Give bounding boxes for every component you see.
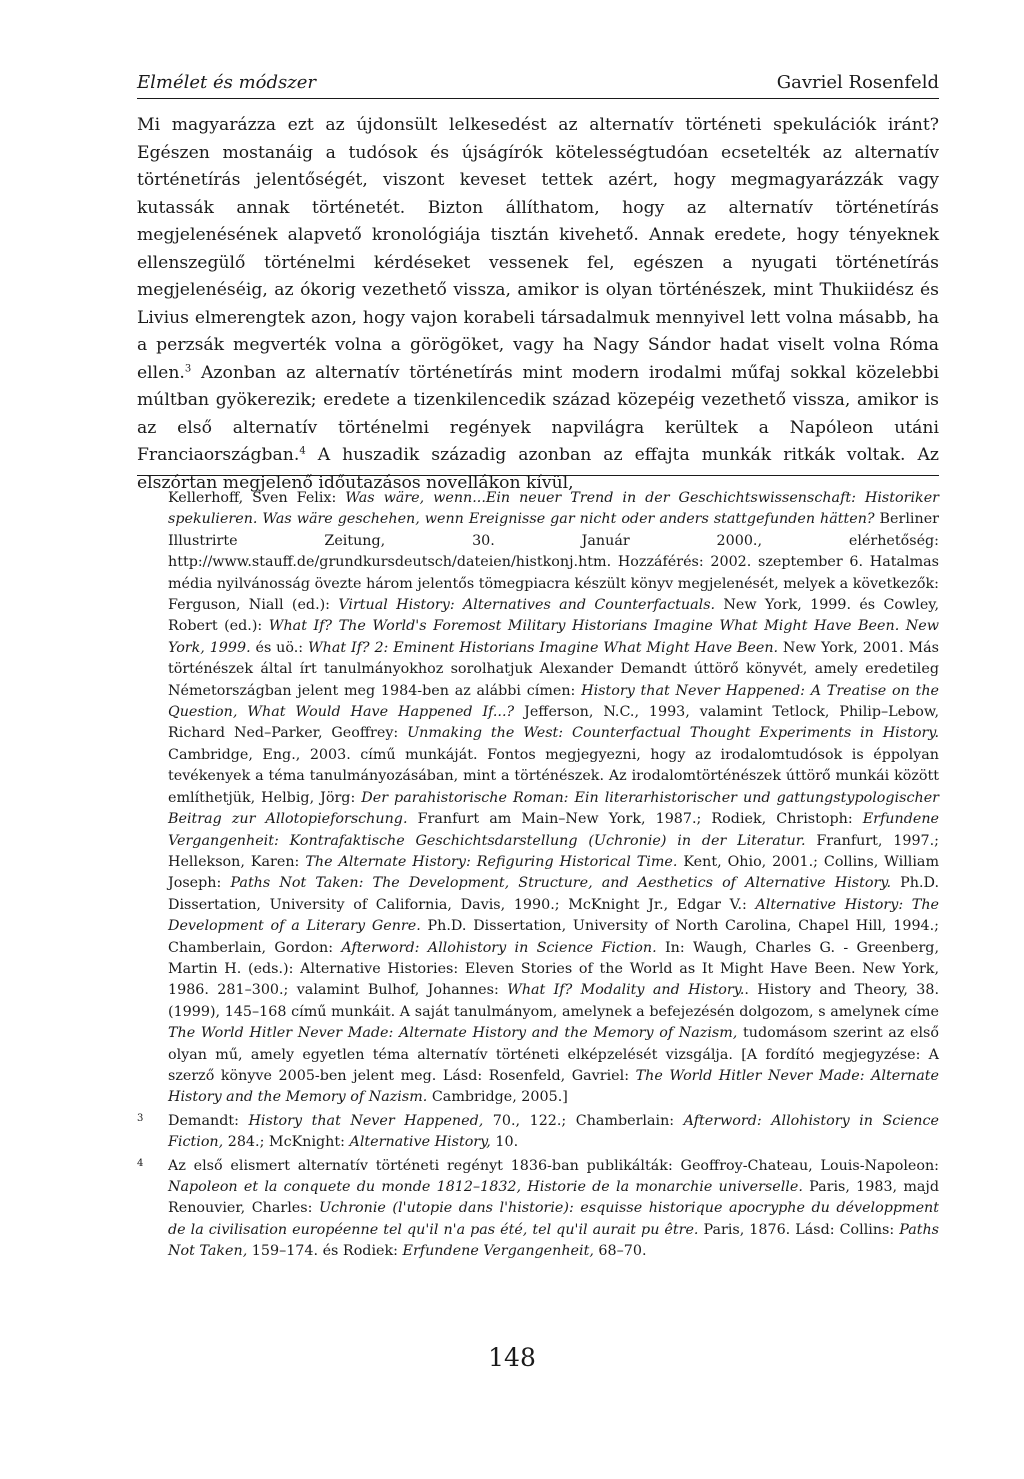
footnote-continued-segment: Der parahistorische Roman: Ein literarhistorischer und gattungstypologischer Beitrag zur Allotopieforschung. bbox=[168, 789, 939, 828]
footnote-continued-segment: New York, 2001. Más történészek által írt tanulmányokhoz sorolhatjuk Alexander Demandt úttörő könyvét, amely eredetileg Németországban jelent meg 1984-ben az alábbi címen: bbox=[168, 639, 939, 699]
footnote-4-segment: Napoleon et la conquete du monde 1812–1832, Historie de la monarchie universelle. bbox=[168, 1179, 803, 1195]
footnote-4-segment: 68–70. bbox=[593, 1243, 647, 1260]
footnote-4-segment: Uchronie (l'utopie dans l'historie): esquisse historique apocryphe du développment de la civilisation européenne tel qu'il n'a pas été, tel qu'il aurait pu être. bbox=[168, 1200, 939, 1238]
footnote-separator bbox=[137, 475, 939, 476]
footnote-4-segment: Paris, 1983, majd Renouvier, Charles: bbox=[168, 1179, 939, 1217]
footnote-3-segment: 284.; McKnight: bbox=[223, 1134, 350, 1151]
footnote-list bbox=[137, 1111, 939, 1263]
footnote-continued-segment: és uö.: bbox=[250, 639, 308, 656]
footnote-4-segment: Erfundene Vergangenheit, bbox=[402, 1243, 594, 1260]
footnote-4-segment: Paris, 1876. Lásd: Collins: bbox=[698, 1221, 900, 1238]
footnote-continued-segment: The World Hitler Never Made: Alternate History and the Memory of Nazism. bbox=[168, 1067, 939, 1106]
body-paragraph bbox=[137, 112, 939, 497]
body-text-part-1: Mi magyarázza ezt az újdonsült lelkesedést az alternatív történeti spekulációk iránt? Egészen mostanáig a tudósok és újságírók kötelességtudóan ecsetelték az alternatív történetírás jelentőségét, viszont keveset tettek azért, hogy megmagyarázzák vagy kutassák annak történetét. Bizton állíthatom, hogy az alternatív történetírás megjelenésének alapvető kronológiája tisztán kivehető. Annak eredete, hogy tényeknek ellenszegülő történelmi kérdéseket vessenek fel, egészen a nyugati történetírás megjelenéséig, az ókorig vezethető vissza, amikor is olyan történészek, mint Thukiidész és Livius elmerengtek azon, hogy vajon korabeli társadalmuk mennyivel lett volna másabb, ha a perzsák megverték volna a görögöket, vagy ha Nagy Sándor hadat viselt volna Róma ellen. bbox=[137, 115, 939, 383]
footnote-3 bbox=[137, 1111, 939, 1154]
footnote-3-segment: 70., 122.; Chamberlain: bbox=[483, 1112, 684, 1129]
footnote-4-segment: 159–174. és Rodiek: bbox=[247, 1243, 403, 1260]
footnote-continued-segment: What If? The World's Foremost Military Historians Imagine What Might Have Been. New York, 1999. bbox=[168, 618, 939, 656]
body-text-part-3: A huszadik századig azonban az effajta munkák ritkák voltak. Az elszórtan megjelenő időutazásos novellákon kívül, bbox=[137, 445, 939, 493]
footnote-continued-segment: Unmaking the West: Counterfactual Thought Experiments in History. bbox=[407, 725, 939, 742]
footnote-continued-segment: Ph.D. Dissertation, University of California, Davis, 1990.; McKnight Jr., Edgar V.: bbox=[168, 875, 939, 913]
footnote-4-segment: Paths Not Taken, bbox=[168, 1221, 940, 1260]
footnote-continued-segment: What If? Modality and History. bbox=[507, 982, 745, 999]
footnote-continued-segment: In: Waugh, Charles G. - Greenberg, Martin H. (eds.): Alternative Histories: Eleven Stories of the World as It Might Have Been. New York, 1986. 281–300.; valamint Bulhof, Johannes: bbox=[168, 939, 939, 999]
footnotes bbox=[137, 488, 939, 1263]
footnote-ref-4: 4 bbox=[299, 445, 306, 457]
footnote-continued-segment: Berliner Illustrirte Zeitung, 30. Január 2000., elérhetőség: http://www.stauff.de/grundkursdeutsch/dateien/histkonj.htm. Hozzáférés: 2002. szeptember 6. Hatalmas média nyilvánosság övezte három jelentős tömegpiacra készült könyv megjelenését, melyek a következők: Ferguson, Niall (ed.): bbox=[168, 511, 939, 614]
footnote-3-segment: History that Never Happened, bbox=[248, 1112, 484, 1129]
footnote-continued-segment: tudomásom szerint az első olyan mű, amely egyetlen téma alternatív történeti elképzelését vizsgálja. [A fordító megjegyzése: A szerző könyve 2005-ben jelent meg. Lásd: Rosenfeld, Gavriel: bbox=[168, 1025, 939, 1084]
footnote-continued-segment: History that Never Happened: A Treatise on the Question, What Would Have Happened If...? bbox=[168, 682, 939, 721]
footnote-continued-segment: The World Hitler Never Made: Alternate History and the Memory of Nazism, bbox=[168, 1025, 738, 1042]
footnote-continued-segment: What If? 2: Eminent Historians Imagine What Might Have Been. bbox=[307, 639, 779, 656]
header-author: Gavriel Rosenfeld bbox=[776, 72, 939, 93]
footnote-continued-segment: New York, 1999. és Cowley, Robert (ed.): bbox=[168, 597, 939, 635]
footnote-continued-segment: Afterword: Allohistory in Science Fiction. bbox=[341, 939, 657, 956]
page-number: 148 bbox=[488, 1343, 536, 1372]
footnote-number: 3 bbox=[137, 1112, 144, 1124]
footnote-continued-segment: Ph.D. Dissertation, University of North Carolina, Chapel Hill, 1994.; Chamberlain, Gordon: bbox=[168, 918, 939, 956]
footnote-continued-segment: Erfundene Vergangenheit: Kontrafaktische Geschichtsdarstellung (Uchronie) in der Literatur. bbox=[168, 811, 939, 849]
footnote-continued-segment: Franfurt am Main–New York, 1987.; Rodiek, Christoph: bbox=[407, 811, 863, 828]
footnote-continued-segment: Alternative History: The Development of a Literary Genre. bbox=[168, 896, 940, 935]
footnote-continued-segment: Jefferson, N.C., 1993, valamint Tetlock, Philip–Lebow, Richard Ned–Parker, Geoffrey: bbox=[168, 704, 939, 742]
footnote-4 bbox=[137, 1156, 939, 1263]
header-section-title: Elmélet és módszer bbox=[137, 72, 316, 93]
running-header bbox=[137, 72, 939, 99]
footnote-number: 4 bbox=[137, 1157, 144, 1169]
footnote-continued-segment: Was wäre, wenn...Ein neuer Trend in der Geschichtswissenschaft: Historiker spekulieren. Was wäre geschehen, wenn Ereignisse gar nicht oder anders stattgefunden hätten? bbox=[168, 490, 939, 528]
footnote-continued-segment: Cambridge, 2005.] bbox=[427, 1089, 568, 1106]
footnote-continued-segment: Virtual History: Alternatives and Counterfactuals. bbox=[338, 597, 716, 614]
footnote-continued bbox=[137, 488, 939, 1109]
footnote-continued-segment: Kent, Ohio, 2001.; Collins, William Joseph: bbox=[168, 853, 939, 892]
footnote-continued-segment: . History and Theory, 38. (1999), 145–168 című munkáit. A saját tanulmányom, amelynek a befejezésén dolgozom, s amelynek címe bbox=[168, 982, 940, 1020]
footnote-continued-segment: Franfurt, 1997.; Hellekson, Karen: bbox=[168, 832, 939, 870]
footnote-continued-segment: The Alternate History: Refiguring Historical Time. bbox=[305, 853, 678, 870]
body-text-part-2: Azonban az alternatív történetírás mint modern irodalmi műfaj sokkal közelebbi múltban gyökerezik; eredete a tizenkilencedik század közepéig vezethető vissza, amikor is az első alternatív történelmi regények napvilágra kerültek a Napóleon utáni Franciaországban. bbox=[137, 362, 939, 465]
footnote-4-segment: Az első elismert alternatív történeti regényt 1836-ban publikálták: Geoffroy-Chateau, Louis-Napoleon: bbox=[168, 1157, 939, 1174]
footnote-3-segment: 10. bbox=[490, 1134, 519, 1151]
footnote-ref-3: 3 bbox=[184, 362, 192, 374]
footnote-continued-segment: Paths Not Taken: The Development, Structure, and Aesthetics of Alternative History. bbox=[230, 875, 892, 892]
footnote-3-segment: Alternative History, bbox=[349, 1134, 491, 1151]
footnote-continued-segment: Cambridge, Eng., 2003. című munkáját. Fontos megjegyezni, hogy az irodalomtudósok is éppolyan tevékenyek a téma tanulmányozásában, mint a történészek. Az irodalomtörténészek úttörő munkái között említhetjük, Helbig, Jörg: bbox=[168, 746, 939, 806]
footnote-3-segment: Demandt: bbox=[168, 1112, 249, 1129]
footnote-3-segment: Afterword: Allohistory in Science Fiction, bbox=[168, 1112, 939, 1151]
footnote-continued-segment: Kellerhoff, Sven Felix: bbox=[168, 490, 346, 506]
